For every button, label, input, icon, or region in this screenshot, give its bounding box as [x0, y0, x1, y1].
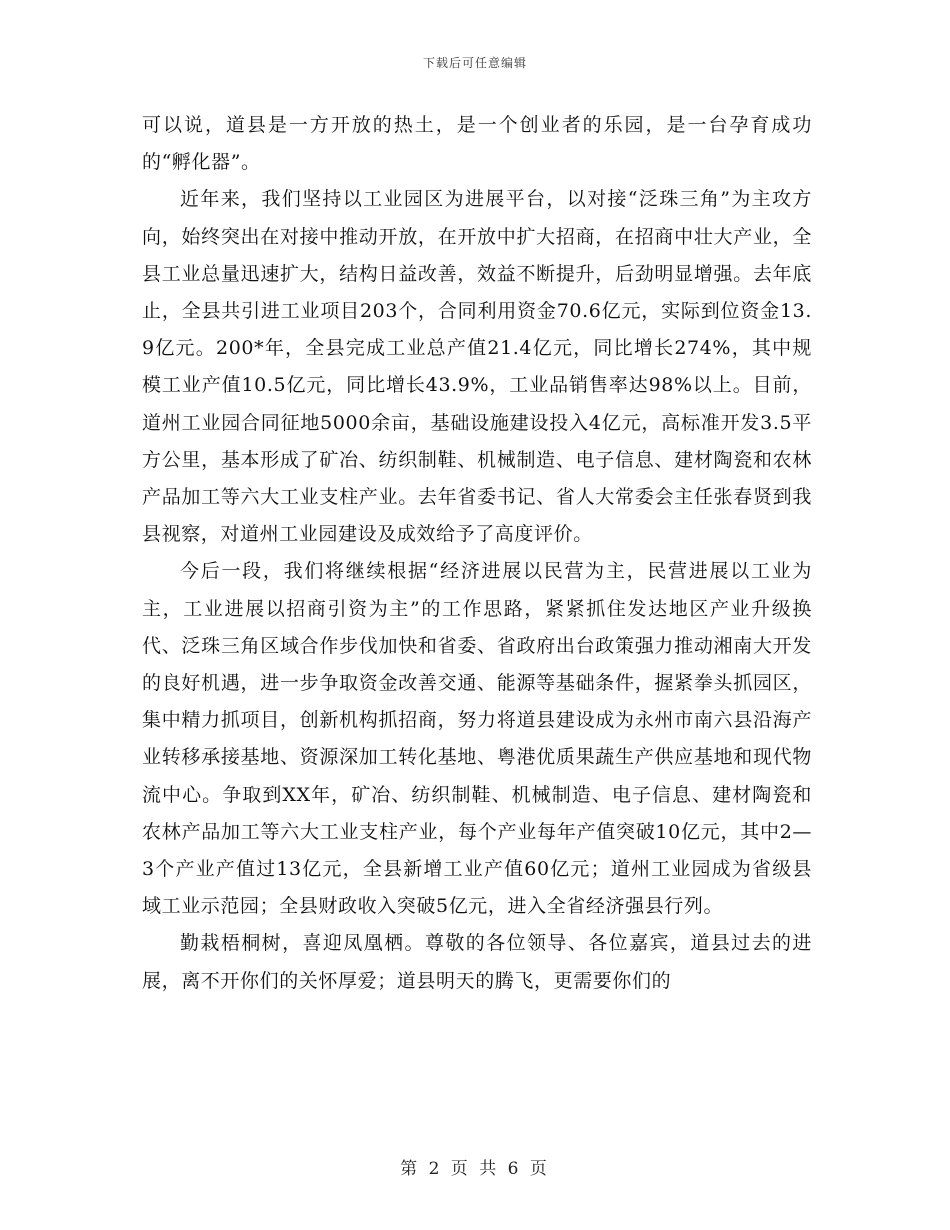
paragraph-1: 可以说，道县是一方开放的热土，是一个创业者的乐园，是一台孕育成功的“孵化器”。 — [142, 114, 812, 174]
paragraph-4: 勤栽梧桐树，喜迎凤凰栖。尊敬的各位领导、各位嘉宾，道县过去的进展，离不开你们的关怀厚爱；道县明天的腾飞，更需要你们的 — [142, 932, 812, 992]
paragraph-3: 今后一段，我们将继续根据“经济进展以民营为主，民营进展以工业为主，工业进展以招商引资为主”的工作思路，紧紧抓住发达地区产业升级换代、泛珠三角区域合作步伐加快和省委、省政府出台政策强力推动湘南大开发的良好机遇，进一步争取资金改善交通、能源等基础条件，握紧拳头抓园区，集中精力抓项目，创新机构抓招商，努力将道县建设成为永州市南六县沿海产业转移承接基地、资源深加工转化基地、粤港优质果蔬生产供应基地和现代物流中心。争取到XX年，矿冶、纺织制鞋、机械制造、电子信息、建材陶瓷和农林产品加工等六大工业支柱产业，每个产业每年产值突破10亿元，其中2—3个产业产值过13亿元，全县新增工业产值60亿元；道州工业园成为省级县域工业示范园；全县财政收入突破5亿元，进入全省经济强县行列。 — [142, 560, 812, 918]
paragraph-2: 近年来，我们坚持以工业园区为进展平台，以对接“泛珠三角”为主攻方向，始终突出在对接中推动开放，在开放中扩大招商，在招商中壮大产业，全县工业总量迅速扩大，结构日益改善，效益不断提升，后劲明显增强。去年底止，全县共引进工业项目203个，合同利用资金70.6亿元，实际到位资金13.9亿元。200*年，全县完成工业总产值21.4亿元，同比增长274%，其中规模工业产值10.5亿元，同比增长43.9%，工业品销售率达98%以上。目前，道州工业园合同征地5000余亩，基础设施建设投入4亿元，高标准开发3.5平方公里，基本形成了矿冶、纺织制鞋、机械制造、电子信息、建材陶瓷和农林产品加工等六大工业支柱产业。去年省委书记、省人大常委会主任张春贤到我县视察，对道州工业园建设及成效给予了高度评价。 — [142, 188, 812, 546]
header-note: 下载后可任意编辑 — [422, 56, 527, 70]
page-number: 第 2 页 共 6 页 — [400, 1159, 550, 1179]
body-text — [142, 107, 812, 1000]
